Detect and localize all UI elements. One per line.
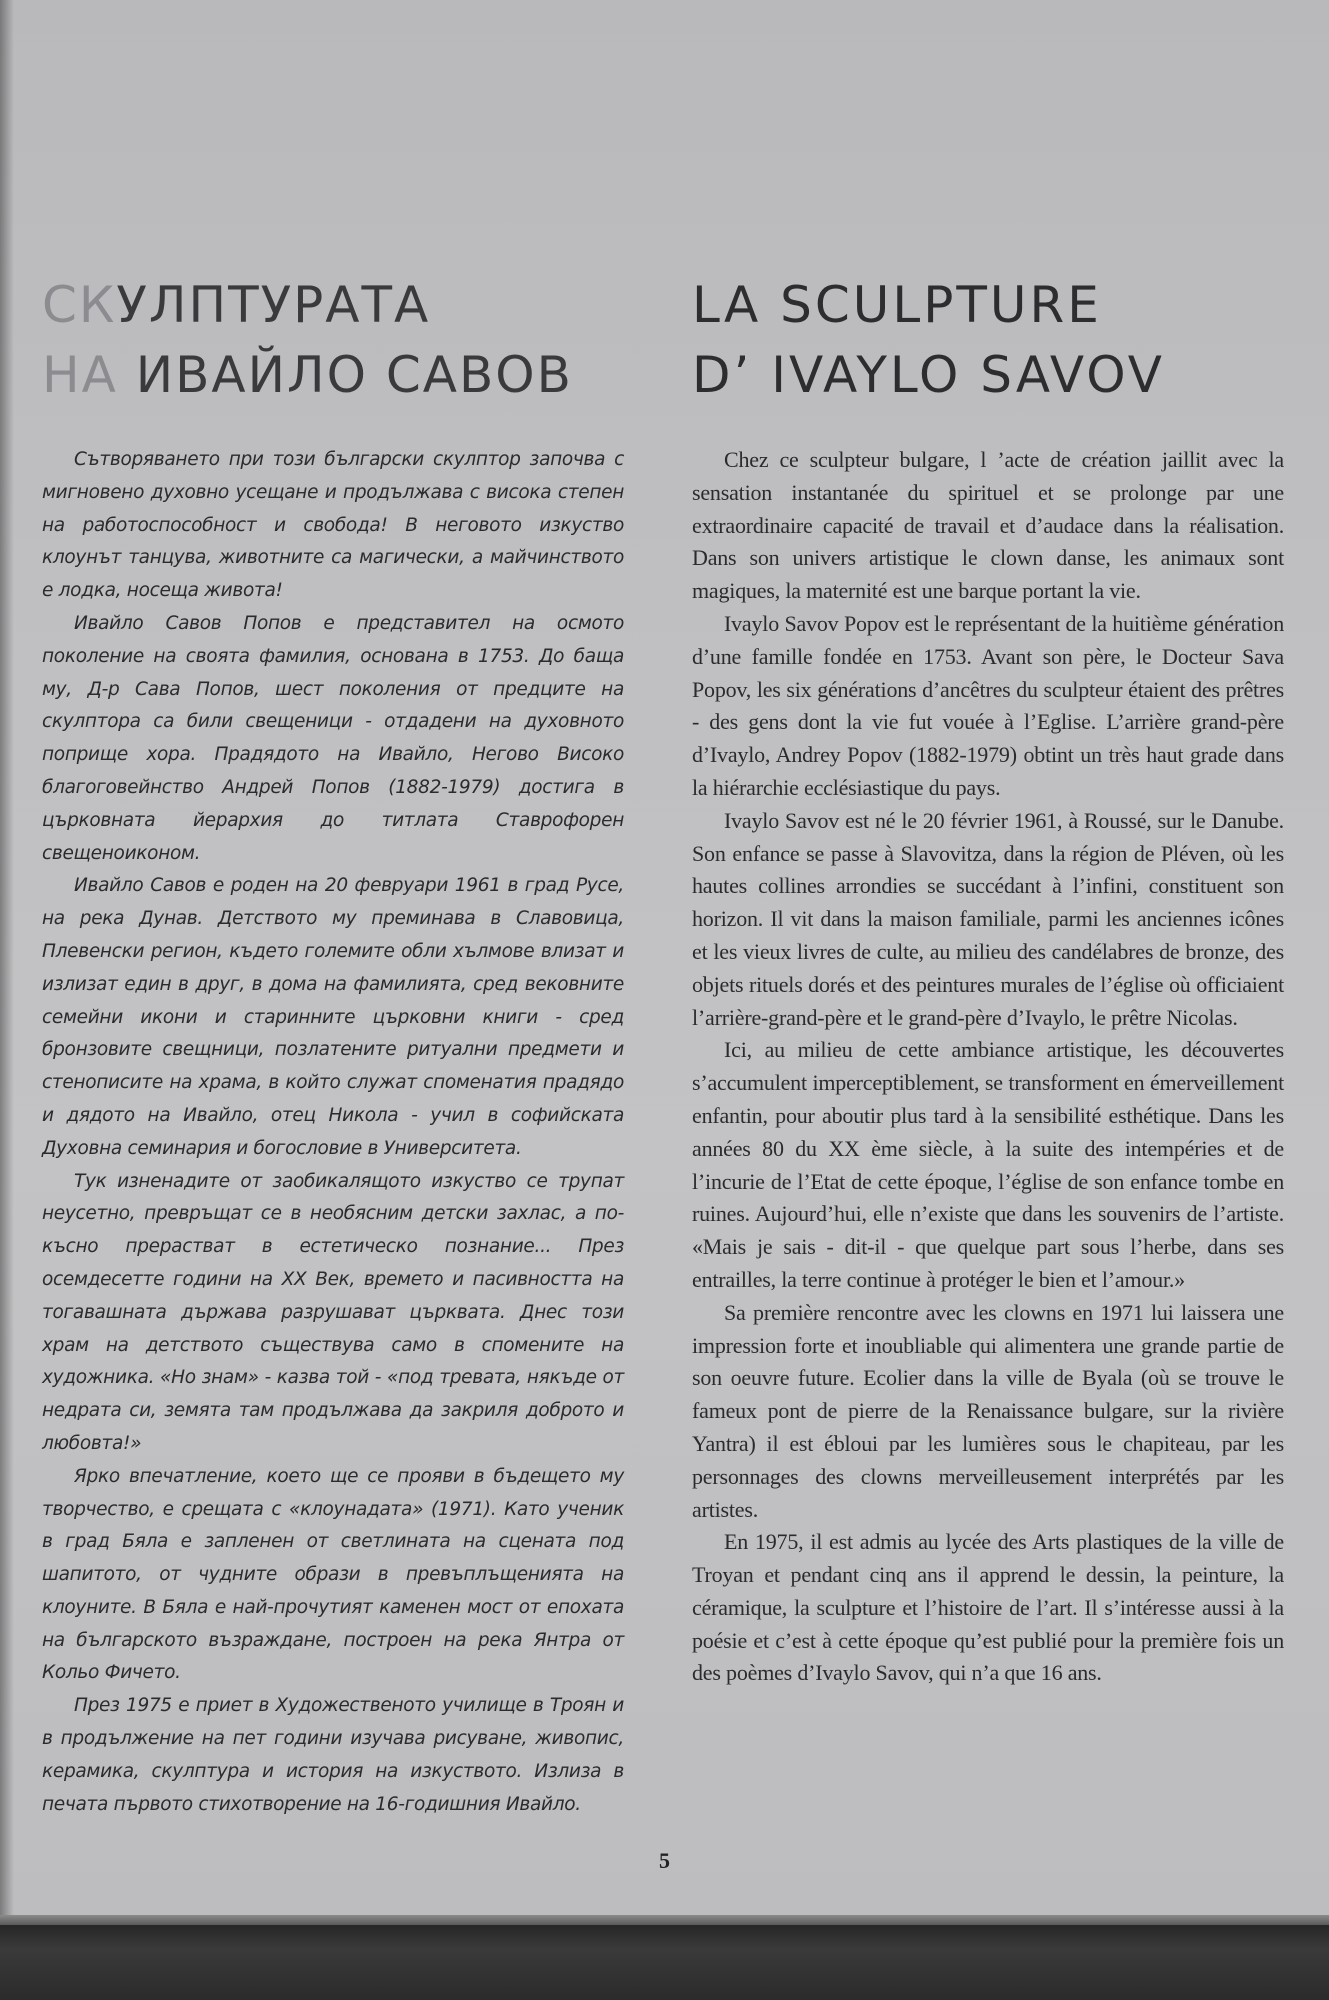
bulgarian-paragraph-1: Сътворяването при този български скулптор започва с мигновено духовно усещане и продължава с висока степен на работоспособност и свобода! В неговото изкуство клоунът танцува, животните са магически, а майчинството е лодка, носеща живота! [42,449,624,602]
bulgarian-paragraph-5: Ярко впечатление, което ще се прояви в бъдещето му творчество, е срещата с «клоунадата» (1971). Като ученик в град Бяла е запленен от светлината на сцената под шапитото, от чудните образи в превъплъщенията на клоуните. В Бяла е най-прочутият каменен мост от епохата на българското възраждане, построен на река Янтра от Кольо Фичето. [42,1465,624,1684]
french-title [692,270,1284,410]
bulgarian-column [42,270,624,1821]
french-column [692,270,1284,1690]
bulgarian-title-line-2 [42,340,624,410]
bulgarian-body [42,444,624,1821]
french-paragraph-6: En 1975, il est admis au lycée des Arts plastiques de la ville de Troyan et pendant cinq ans il apprend le dessin, la peinture, la céramique, la sculpture et l’histoire de l’art. Il s’intéresse aussi à la poésie et c’est à cette époque qu’est publié pour la première fois un des poèmes d’Ivaylo Savov, qui n’a que 16 ans. [692,1529,1284,1686]
french-paragraph-1: Chez ce sculpteur bulgare, l ’acte de création jaillit avec la sensation instantanée du spirituel et se prolonge par une extraordinaire capacité de travail et d’audace dans la réalisation. Dans son univers artistique le clown danse, les animaux sont magiques, la maternité est une barque portant la vie. [692,447,1284,604]
bulgarian-title-line-2-rest: ИВАЙЛО САВОВ [117,346,573,404]
bulgarian-title-line-1-faded-part: СК [42,276,117,334]
bulgarian-title-line-1 [42,270,624,340]
bulgarian-paragraph-3: Ивайло Савов е роден на 20 февруари 1961 в град Русе, на река Дунав. Детството му преминава в Славовица, Плевенски регион, където големите обли хълмове влизат и излизат един в друг, в дома на фамилията, сред вековните семейни икони и старинните църковни книги - сред бронзовите свещници, позлатените ритуални предмети и стенописите на храма, в който служат споменатия прадядо и дядото на Ивайло, отец Никола - учил в софийската Духовна семинария и богословие в Университета. [42,875,624,1159]
french-paragraph-2: Ivaylo Savov Popov est le représentant de la huitième génération d’une famille fondée en 1753. Avant son père, le Docteur Sava Popov, les six générations d’ancêtres du sculpteur étaient des prêtres - des gens dont la vie fut vouée à l’Eglise. L’arrière grand-père d’Ivaylo, Andrey Popov (1882-1979) obtint un très haut grade dans la hiérarchie ecclésiastique du pays. [692,610,1284,800]
french-title-line-2: D’ IVAYLO SAVOV [692,346,1165,404]
book-bottom-edge [0,1915,1329,2000]
french-paragraph-3: Ivaylo Savov est né le 20 février 1961, à Roussé, sur le Danube. Son enfance se passe à Slavovitza, dans la région de Pléven, où les hautes collines arrondies se succédant à l’infini, constituent son horizon. Il vit dans la maison familiale, parmi les anciennes icônes et les vieux livres de culte, au milieu des candélabres de bronze, des objets rituels dorés et des peintures murales de l’église où officiaient l’arrière-grand-père et le grand-père d’Ivaylo, le prêtre Nicolas. [692,807,1284,1030]
french-title-line-1: LA SCULPTURE [692,276,1102,334]
bulgarian-paragraph-2: Ивайло Савов Попов е представител на осмото поколение на своята фамилия, основана в 1753. До баща му, Д-р Сава Попов, шест поколения от предците на скулптора са били свещеници - отдадени на духовното поприще хора. Прадядото на Ивайло, Негово Високо благоговейнство Андрей Попов (1882-1979) достига в църковната йерархия до титлата Ставрофорен свещеноиконом. [42,612,624,864]
bulgarian-paragraph-6: През 1975 е приет в Художественото училище в Троян и в продължение на пет години изучава рисуване, живопис, керамика, скулптура и история на изкуството. Излиза в печата първото стихотворение на 16-годишния Ивайло. [42,1695,624,1815]
french-paragraph-4: Ici, au milieu de cette ambiance artistique, les découvertes s’accumulent imperceptiblement, se transforment en émerveillement enfantin, pour aboutir plus tard à la sensibilité esthétique. Dans les années 80 du XX ème siècle, à la suite des intempéries et de l’incurie de l’Etat de cette époque, l’église de son enfance tombe en ruines. Aujourd’hui, elle n’existe que dans les souvenirs de l’artiste. «Mais je sais - dit-il - que quelque part sous l’herbe, dans ses entrailles, la terre continue à protéger le bien et l’amour.» [692,1037,1284,1292]
french-paragraph-5: Sa première rencontre avec les clowns en 1971 lui laissera une impression forte et inoubliable qui alimentera une grande partie de son oeuvre future. Ecolier dans la ville de Byala (où se trouve le fameux pont de pierre de la Renaissance bulgare, sur la rivière Yantra) il est ébloui par les lumières sous le chapiteau, par les personnages des clowns merveilleusement interprétés par les artistes. [692,1299,1284,1522]
page-number: 5 [659,1848,670,1873]
bulgarian-paragraph-4: Тук изненадите от заобикалящото изкуство се трупат неусетно, превръщат се в необясним детски захлас, а по-късно прерастват в естетическо познание... През осемдесетте години на XX Век, времето и пасивността на тогавашната държава разрушават църквата. Днес този храм на детството съществува само в спомените на художника. «Но знам» - казва той - «под тревата, някъде от недрата си, земята там продължава да закриля доброто и любовта!» [42,1170,624,1454]
bulgarian-title [42,270,624,410]
bulgarian-title-line-2-faded-part: НА [42,346,118,404]
bulgarian-title-line-1-rest: УЛПТУРАТА [116,276,431,334]
page-edge [0,1915,1329,1925]
french-body [692,444,1284,1690]
page-gutter-shadow [0,0,14,1915]
